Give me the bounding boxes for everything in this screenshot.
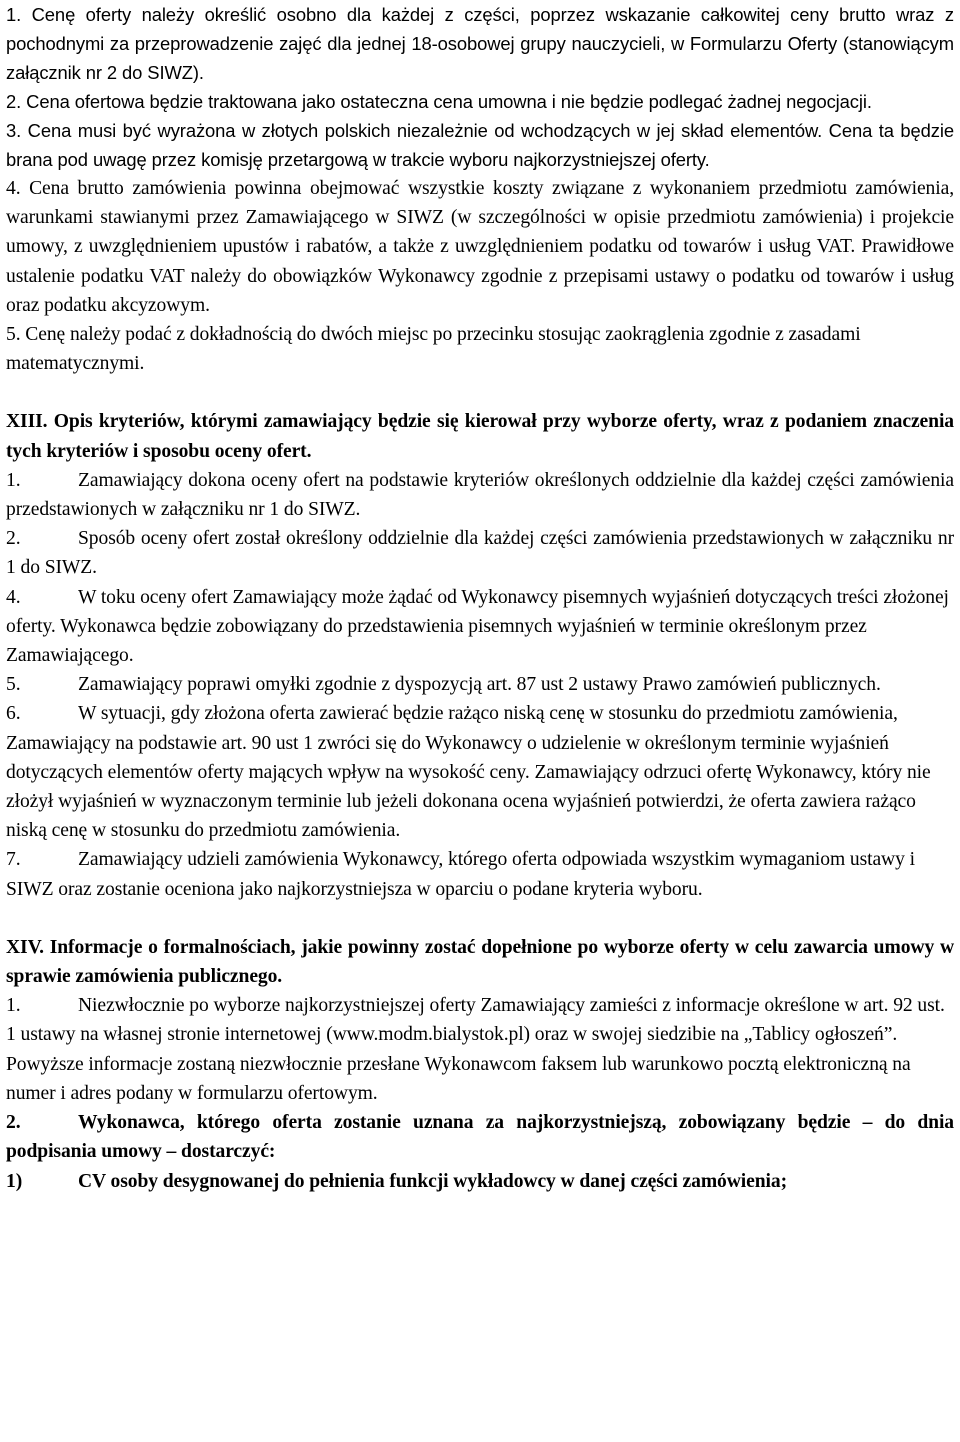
price-paragraph-1: 1. Cenę oferty należy określić osobno dla każdej z części, poprzez wskazanie całkowitej ceny brutto wraz z pochodnymi za przeprowadzenie zajęć dla jednej 18-osobowej grupy nauczycieli, w Formularzu Oferty (stanowiącym załącznik nr 2 do SIWZ). [6, 4, 954, 83]
item-number: 7. [6, 849, 21, 871]
price-rules-block [6, 0, 954, 174]
item-text: Wykonawca, którego oferta zostanie uznana za najkorzystniejszą, zobowiązany będzie – do dnia podpisania umowy – dostarczyć: [6, 1112, 954, 1163]
list-item [6, 524, 954, 582]
section-13-list [6, 466, 954, 904]
item-text: Sposób oceny ofert został określony oddzielnie dla każdej części zamówienia przedstawionych w załączniku nr 1 do SIWZ. [6, 528, 954, 579]
list-item [6, 845, 954, 903]
item-text: W toku oceny ofert Zamawiający może żądać od Wykonawcy pisemnych wyjaśnień dotyczących treści złożonej oferty. Wykonawca będzie zobowiązany do przedstawienia pisemnych wyjaśnień w terminie określonym przez Zamawiającego. [6, 586, 949, 667]
list-item [6, 1108, 954, 1166]
price-paragraph-3: 3. Cena musi być wyrażona w złotych polskich niezależnie od wchodzących w jej skład elementów. Cena ta będzie brana pod uwagę przez komisję przetargową w trakcie wyboru najkorzystniejszej oferty. [6, 120, 954, 170]
item-text: Niezwłocznie po wyborze najkorzystniejszej oferty Zamawiający zamieści z informacje określone w art. 92 ust. 1 ustawy na własnej stronie internetowej (www.modm.bialystok.pl) oraz w swojej siedzibie na „Tablicy ogłoszeń”. Powyższe informacje zostaną niezwłocznie przesłane Wykonawcom faksem lub warunkowo pocztą elektroniczną na numer i adres podany w formularzu ofertowym. [6, 995, 945, 1104]
list-item [6, 466, 954, 524]
section-14-list [6, 991, 954, 1195]
list-item [6, 1167, 954, 1196]
item-number: 5. [6, 674, 21, 696]
list-item [6, 670, 954, 699]
item-text: CV osoby desygnowanej do pełnienia funkcji wykładowcy w danej części zamówienia; [78, 1170, 788, 1192]
item-number: 1. [6, 469, 21, 491]
price-paragraph-5: 5. Cenę należy podać z dokładnością do dwóch miejsc po przecinku stosując zaokrąglenia zgodnie z zasadami matematycznymi. [6, 324, 861, 375]
item-text: Zamawiający dokona oceny ofert na podstawie kryteriów określonych oddzielnie dla każdej części zamówienia przedstawionych w załączniku nr 1 do SIWZ. [6, 469, 954, 521]
section-14-heading: XIV. Informacje o formalnościach, jakie powinny zostać dopełnione po wyborze oferty w celu zawarcia umowy w sprawie zamówienia publicznego. [6, 936, 954, 988]
item-text: Zamawiający poprawi omyłki zgodnie z dyspozycją art. 87 ust 2 ustawy Prawo zamówień publicznych. [78, 674, 881, 696]
price-paragraph-2: 2. Cena ofertowa będzie traktowana jako ostateczna cena umowna i nie będzie podlegać żadnej negocjacji. [6, 91, 872, 112]
list-item [6, 583, 954, 671]
section-13-heading: XIII. Opis kryteriów, którymi zamawiający będzie się kierował przy wyborze oferty, wraz z podaniem znaczenia tych kryteriów i sposobu oceny ofert. [6, 411, 954, 462]
item-text: Zamawiający udzieli zamówienia Wykonawcy, którego oferta odpowiada wszystkim wymaganiom ustawy i SIWZ oraz zostanie oceniona jako najkorzystniejsza w oparciu o podane kryteria wyboru. [6, 849, 915, 900]
price-paragraph-4: 4. Cena brutto zamówienia powinna obejmować wszystkie koszty związane z wykonaniem przedmiotu zamówienia, warunkami stawianymi przez Zamawiającego w SIWZ (w szczególności w opisie przedmiotu zamówienia) i projekcie umowy, z uwzględnieniem upustów i rabatów, a także z uwzględnieniem podatku od towarów i usług VAT. Prawidłowe ustalenie podatku VAT należy do obowiązków Wykonawcy zgodnie z przepisami ustawy o podatku od towarów i usług oraz podatku akcyzowym. [6, 178, 954, 316]
item-number: 6. [6, 703, 21, 725]
document-page [6, 0, 954, 1196]
item-number: 2. [6, 1112, 21, 1134]
item-number: 4. [6, 586, 21, 608]
item-number: 1) [6, 1170, 23, 1192]
item-number: 1. [6, 995, 21, 1017]
item-text: W sytuacji, gdy złożona oferta zawierać będzie rażąco niską cenę w stosunku do przedmiotu zamówienia, Zamawiający na podstawie art. 90 ust 1 zwróci się do Wykonawcy o udzielenie w określonym terminie wyjaśnień dotyczących elementów oferty mających wpływ na wysokość ceny. Zamawiający odrzuci ofertę Wykonawcy, który nie złożył wyjaśnień w wyznaczonym terminie lub jeżeli dokonana ocena wyjaśnień potwierdzi, że oferta zawiera rażąco niską cenę w stosunku do przedmiotu zamówienia. [6, 703, 931, 842]
list-item [6, 699, 954, 845]
item-number: 2. [6, 528, 21, 550]
list-item [6, 991, 954, 1108]
